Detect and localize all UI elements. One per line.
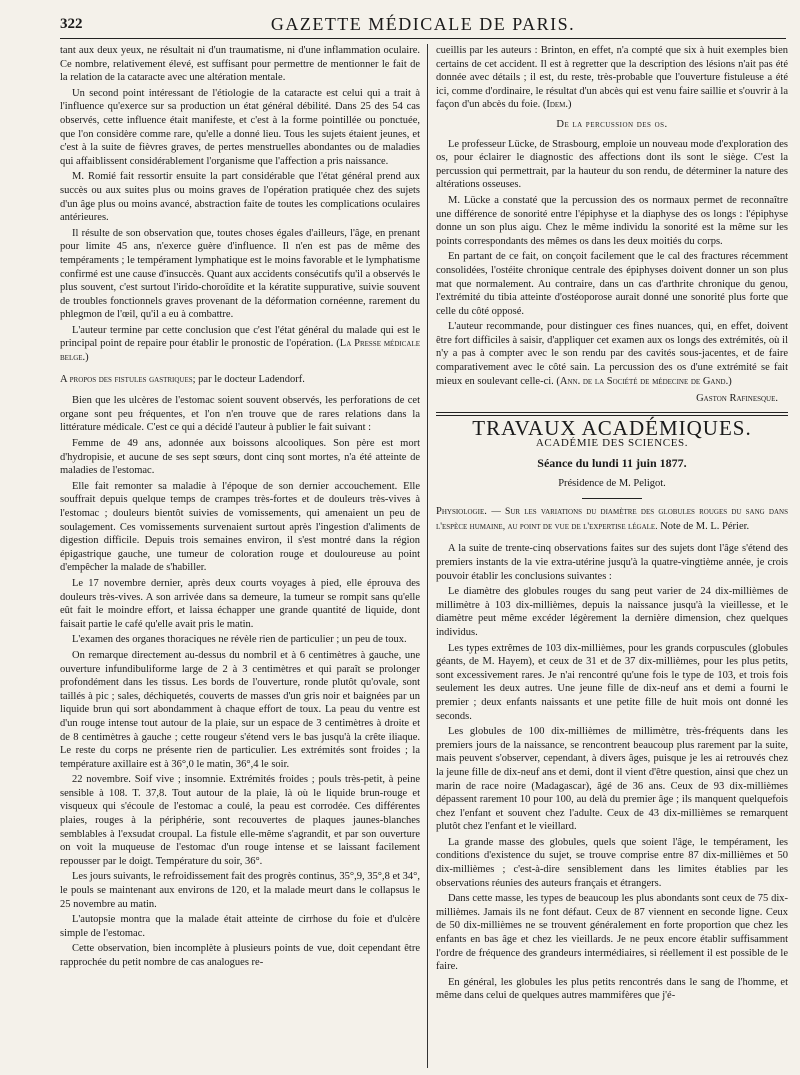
source-citation: (Ann. de la Société de médecine de Gand.) — [556, 375, 732, 387]
paragraph: Bien que les ulcères de l'estomac soient souvent observés, les perforations de cet organe sont peu fréquentes, et l'on n'en trouve que de rares relations dans la littérature médicale. C'est ce qui a décidé l'auteur à publier le fait suivant : — [60, 395, 420, 434]
paragraph: M. Lücke a constaté que la percussion des os normaux permet de reconnaître une différence de sonorité entre l'épiphyse et la diaphyse des os longs : l'épiphyse donne un son plus aigu. Chez le même individu la sonorité est la même sur les points correspondants des mêmes os dans les deux moitiés du corps. — [436, 194, 788, 247]
paragraph: Il résulte de son observation que, toutes choses égales d'ailleurs, l'âge, en prenant pour limite 45 ans, n'exerce guère d'influence. Il n'en est pas de même des tempéraments ; le tempérament lymphatique est le moins favorable et le lymphatisme confirmé est une cause d'insuccès. Quant aux accidents consécutifs qu'il a observés le plus souvent, c'est surtout l'irido-choroïdite et la kératite suppurative, suivie souvent de troubles fonctionnels graves provenant de la déformation cornéenne, rarement du phlegmon de l'œil, qu'il a eu à combattre. — [60, 227, 420, 321]
paragraph: M. Romié fait ressortir ensuite la part considérable que l'état général prend aux succès ou aux suites plus ou moins graves de l'opération pratiquée chez des sujets d'un âge plus ou moins avancé, abstraction faite de toutes les complications oculaires antérieures. — [60, 171, 420, 224]
page-header — [60, 10, 786, 36]
article-heading-author: ; par le docteur Ladendorf. — [192, 373, 305, 385]
paragraph: tant aux deux yeux, ne résultait ni d'un traumatisme, ni d'une inflammation oculaire. Ce nombre, relativement élevé, est suffisant pour permettre de mentionner le fait de la relation de la cataracte avec une altération mentale. — [60, 45, 420, 84]
section-rule — [436, 412, 788, 413]
presidency-line: Présidence de M. Peligot. — [558, 477, 666, 489]
section-title: TRAVAUX ACADÉMIQUES. — [472, 415, 752, 440]
paragraph — [436, 44, 788, 112]
paragraph: Elle fait remonter sa maladie à l'époque de son dernier accouchement. Elle souffrait depuis quelque temps de crampes très-fortes et de douleurs très-vives à l'estomac ; douleurs bientôt suivies de vomissements, qui amenaient un peu de soulagement. Ces vomissements survenaient surtout après l'ingestion d'aliments de digestion difficile. Depuis trois semaines environ, il s'est montré dans la région épigastrique gauche, une tumeur de coloration rouge et douloureuse au point d'empêcher la malade de s'habiller. — [60, 480, 420, 574]
journal-title: GAZETTE MÉDICALE DE PARIS. — [270, 14, 576, 34]
header-rule — [60, 38, 786, 39]
article-heading-fistules — [60, 373, 420, 387]
academy-title: ACADÉMIE DES SCIENCES. — [535, 437, 689, 450]
paragraph: Les globules de 100 dix-millièmes de millimètre, très-fréquents dans les premiers jours de la naissance, se rencontrent beaucoup plus rarement par la suite, mais peuvent s'observer, cependant, à divers âges, puisque je les ai retrouvés chez la jeune fille de dix-neuf ans et demi, dont il vient d'être question, ainsi que chez un marin de race noire (Madagascar), âgé de 36 ans. Ceux de 93 dix-millièmes dépassent rarement 10 pour 100, au delà du premier âge ; ils manquent quelquefois chez l'enfant et souvent chez l'adulte. Ceux de 43 dix-millièmes se remarquent plutôt chez l'enfant et le vieillard. — [436, 726, 788, 833]
paragraph: 22 novembre. Soif vive ; insomnie. Extrémités froides ; pouls très-petit, à peine sensible à 108. T. 37,8. Tout autour de la plaie, là où le liquide brun-rouge et visqueux qui s'écoule de l'estomac a coulé, la peau est corrodée. Ces différentes plaies, rouges à la périphérie, sont recouvertes de plaques jaunes-blanches semblables à l'exsudat croupal. La fistule elle-même s'agrandit, et par son ouverture on voit la muqueuse de l'estomac d'un rouge intense et se laissant facilement repousser par le doigt. Température du soir, 36°. — [60, 774, 420, 867]
paragraph — [60, 324, 420, 365]
article-heading-physiology — [436, 505, 788, 534]
paragraph: Les jours suivants, le refroidissement fait des progrès continus, 35°,9, 35°,8 et 34°, le pouls se maintenant aux environs de 120, et la malade meurt dans le collapsus le 25 novembre au matin. — [60, 871, 420, 910]
separator-rule — [582, 498, 642, 499]
left-column — [60, 44, 420, 972]
article-heading-percussion: De la percussion des os. — [556, 118, 668, 130]
article-category: Physiologie. — [436, 506, 487, 518]
source-citation: (Idem.) — [542, 99, 572, 111]
article-note: Note de M. L. Périer. — [660, 520, 750, 532]
paragraph: Le diamètre des globules rouges du sang peut varier de 24 dix-millièmes de millimètre à 103 dix-millièmes, depuis la naissance jusqu'à la vieillesse, et le diamètre peut même excéder légèrement la dernière dimension, chez quelques individus. — [436, 586, 788, 638]
paragraph: En partant de ce fait, on conçoit facilement que le cal des fractures récemment consolidées, l'ostéite chronique centrale des épiphyses doivent donner un son plus mat que normalement. Au contraire, dans un cas d'arthrite chronique du genou, l'extrémité du tibia atteinte d'ostéoporose aurait donné une sonorité plus forte que celle du côté opposé. — [436, 251, 788, 317]
right-column — [436, 44, 788, 1005]
paragraph: Dans cette masse, les types de beaucoup les plus abondants sont ceux de 75 dix-millièmes. Jamais ils ne font défaut. Ceux de 87 viennent en seconde ligne. Ceux de 50 dix-millièmes ne se trouvent généralement en forte proportion que chez les enfants en bas âge et chez les vieillards. Je ne peux encore établir suffisamment l'ordre de fréquence des grandeurs intermédiaires, si réellement il est possible de le faire. — [436, 893, 788, 973]
paragraph: Les types extrêmes de 103 dix-millièmes, pour les grands corpuscules (globules géants, de M. Hayem), et ceux de 31 et de 37 dix-millièmes, pour les plus petits, sont excessivement rares. Je n'ai rencontré qu'une fois le type de 103, et trois fois seulement les deux autres. Une jeune fille de dix-neuf ans et demi a fourni le premier ; deux enfants naissants et une petite fille de huit mois ont donné les seconds. — [436, 642, 788, 722]
paragraph: A la suite de trente-cinq observations faites sur des sujets dont l'âge s'étend des premiers instants de la vie extra-utérine jusqu'à la quatre-vingtième année, je crois pouvoir établir les conclusions suivantes : — [436, 543, 788, 582]
paragraph: On remarque directement au-dessus du nombril et à 6 centimètres à gauche, une ouverture infundibuliforme large de 2 à 3 centimètres et qui paraît se prolonger profondément dans les tissus. Les bords de l'ouverture, ronde plutôt qu'ovale, sont taillés à pic ; sales, déchiquetés, couverts de masses d'un gris noir et baignées par un liquide brun qui sort abondamment à chaque effort de toux. La peau du ventre est d'un rouge intense tout autour de la plaie, sur un espace de 3 centimètres à droite et de 8 centimètres à gauche ; cette rougeur s'étend vers le bas jusqu'à la crête iliaque. Le reste du corps ne présente rien de particulier. Les extrémités sont froides ; la température axillaire est à 36°,0 le matin, 36°,4 le soir. — [60, 649, 420, 770]
column-divider — [427, 44, 428, 1068]
paragraph — [436, 320, 788, 388]
paragraph-text: L'auteur termine par cette conclusion que c'est l'état général du malade qui est le principal point de repaire pour établir le pronostic de l'opération. — [60, 324, 420, 350]
paragraph: Le professeur Lücke, de Strasbourg, emploie un nouveau mode d'exploration des os, pour éclairer le diagnostic des affections dont ils sont le siège. C'est la percussion qui permettrait, par la hauteur du son rendu, de déterminer la nature des altérations osseuses. — [436, 138, 788, 191]
source-citation: (La Presse médicale belge.) — [60, 338, 420, 364]
paragraph: Femme de 49 ans, adonnée aux boissons alcooliques. Son père est mort d'hydropisie, et aucune de ses sept sœurs, dont cinq sont mortes, n'a été atteinte de maladies de l'estomac. — [60, 438, 420, 477]
page-number: 322 — [60, 16, 83, 32]
article-heading-title: A propos des fistules gastriques — [60, 373, 193, 385]
paragraph: Un second point intéressant de l'étiologie de la cataracte est celui qui a trait à l'influence qu'exerce sur sa production un état général débilité. Dans 25 des 54 cas observés, cette influence était manifeste, et c'est à la forme pointillée ou ponctuée, que l'on considère comme rare, qu'elle a donné lieu. Tous les sujets étaient jeunes, et c'est à la suite de fièvres graves, de pertes menstruelles abondantes ou de maladies qui affaiblissent considérablement l'organisme que l'affection a pris naissance. — [60, 87, 420, 167]
article-title: — Sur les variations du diamètre des globules rouges du sang dans l'espèce humaine, au point de vue de l'expertise légale. — [436, 507, 788, 532]
paragraph-text: L'auteur recommande, pour distinguer ces fines nuances, qui, en effet, doivent être fort difficiles à saisir, d'appliquer cet examen aux os longs des extrémités, où il n'y a pas à compter avec le son rendu par des cavités sous-jacentes, et de faire comparativement avec le côté sain. La percussion des os d'une extrémité se fait mieux en soulevant celle-ci. — [436, 321, 788, 387]
paragraph: En général, les globules les plus petits rencontrés dans le sang de l'homme, et même dans celui de quelques autres mammifères que j'é- — [436, 976, 788, 1002]
paragraph: Le 17 novembre dernier, après deux courts voyages à pied, elle éprouva des douleurs très-vives. A son arrivée dans sa demeure, la tumeur se rompit sans qu'elle eût fait le moindre effort, et laissa échapper une grande quantité de liquide, dont faisait partie le café qu'elle avait pris le matin. — [60, 577, 420, 630]
paragraph: L'examen des organes thoraciques ne révèle rien de particulier ; un peu de toux. — [72, 634, 407, 646]
paragraph: Cette observation, bien incomplète à plusieurs points de vue, doit cependant être rapprochée du petit nombre de cas analogues re- — [60, 943, 420, 968]
paragraph-text: cueillis par les auteurs : Brinton, en effet, n'a compté que six à huit exemples bien certains de cet accident. Il est à regretter que la description des lésions n'ait pas été donnée avec détails ; il est, du reste, très-probable que l'ouverture fistuleuse a été ici, comme d'ordinaire, le résultat d'un abcès qui est venu faire saillie et s'ouvrir à la façon d'un abcès du foie. — [436, 45, 788, 111]
paragraph: L'autopsie montra que la malade était atteinte de cirrhose du foie et d'ulcère simple de l'estomac. — [60, 914, 420, 939]
author-signature: Gaston Rafinesque. — [696, 393, 778, 405]
session-date: Séance du lundi 11 juin 1877. — [537, 456, 687, 471]
paragraph: La grande masse des globules, quels que soient l'âge, le tempérament, les conditions d'existence du sujet, se trouve comprise entre 87 dix-millièmes et 50 dix-millièmes ; c'est-à-dire sensiblement dans les limites établies par les observations réunies des auteurs français et étrangers. — [436, 836, 788, 889]
